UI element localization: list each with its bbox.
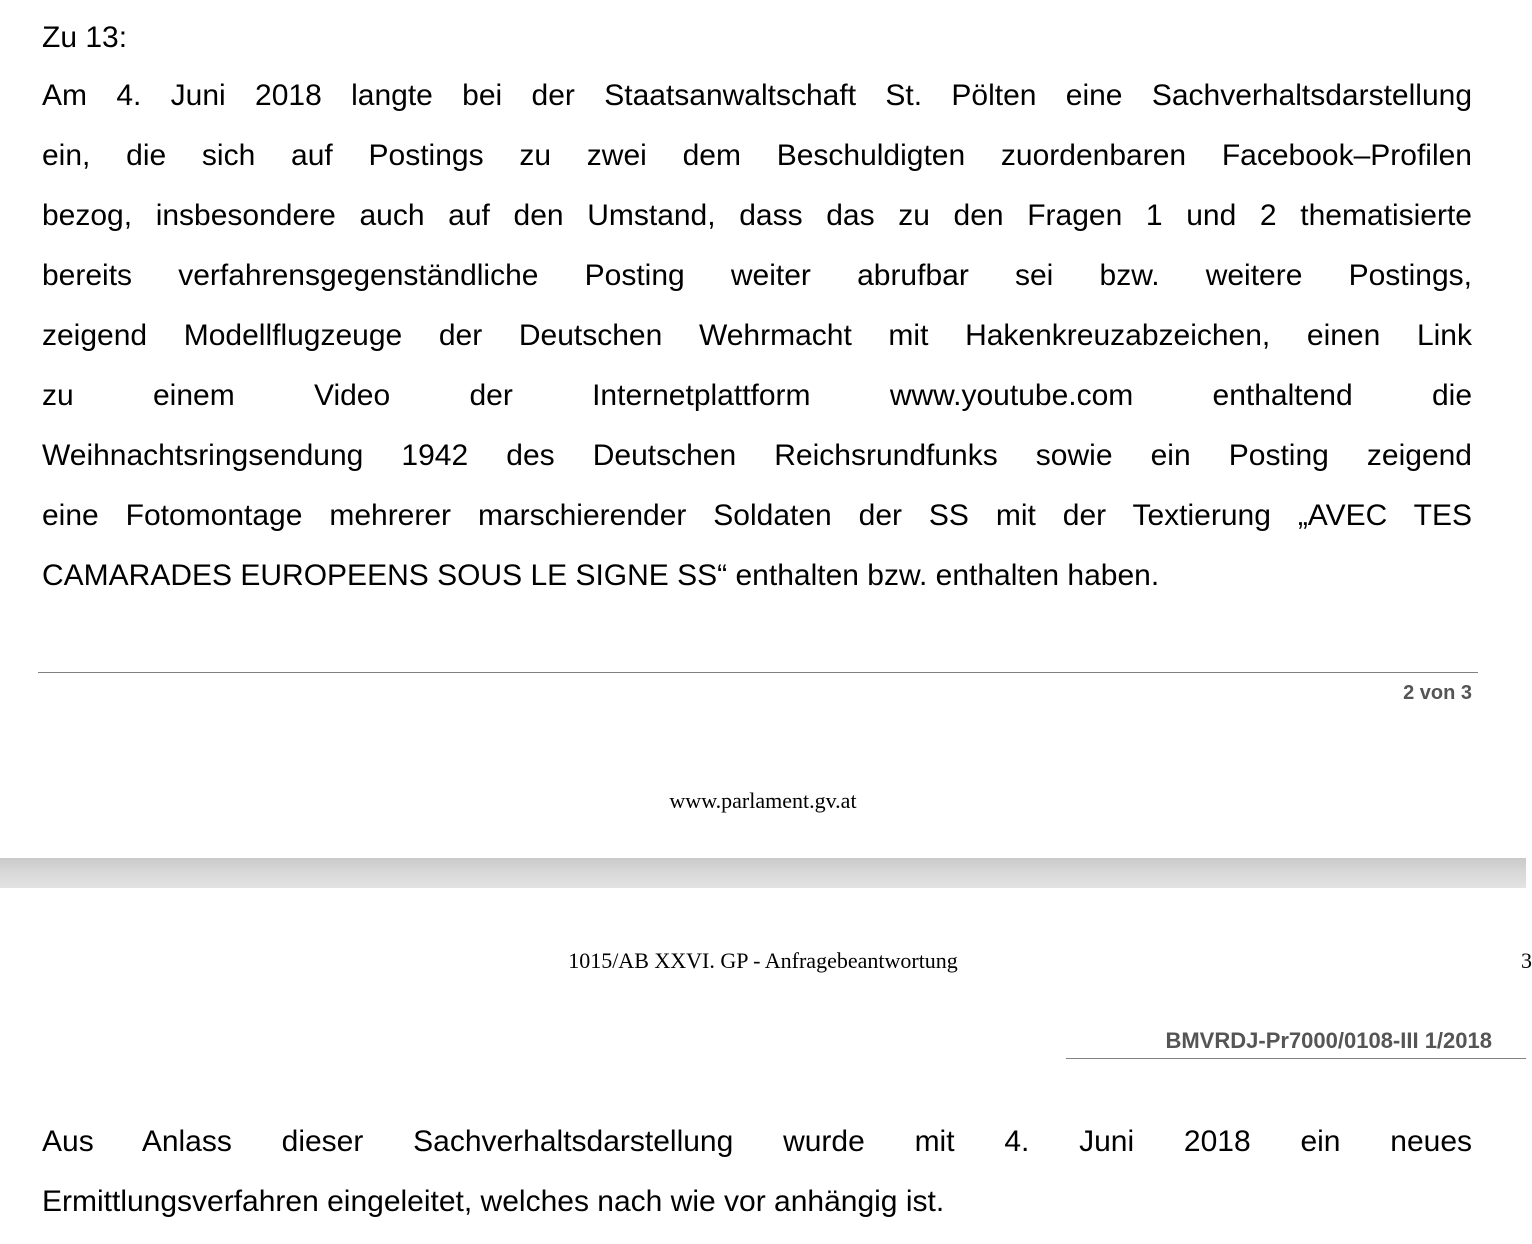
paragraph-line: ein, die sich auf Postings zu zwei dem Beschuldigten zuordenbaren Facebook–Profilen bbox=[42, 139, 1472, 172]
paragraph-line: zeigend Modellflugzeuge der Deutschen Wehrmacht mit Hakenkreuzabzeichen, einen Link bbox=[42, 319, 1472, 352]
reference-divider bbox=[1066, 1058, 1526, 1059]
page-gap bbox=[0, 858, 1526, 888]
paragraph-line: eine Fotomontage mehrerer marschierender Soldaten der SS mit der Textierung „AVEC TES bbox=[42, 499, 1472, 532]
header-page-number: 3 bbox=[1521, 948, 1532, 973]
body-paragraph-1 bbox=[42, 66, 1472, 606]
site-url-footer: www.parlament.gv.at bbox=[669, 788, 857, 813]
document-page-lower bbox=[0, 888, 1532, 1244]
paragraph-line: bereits verfahrensgegenständliche Posting weiter abrufbar sei bzw. weitere Postings, bbox=[42, 259, 1472, 292]
page-number: 2 von 3 bbox=[1403, 682, 1472, 704]
paragraph-line: Ermittlungsverfahren eingeleitet, welches nach wie vor anhängig ist. bbox=[42, 1185, 945, 1218]
reference-number: BMVRDJ-Pr7000/0108-III 1/2018 bbox=[1165, 1028, 1492, 1053]
paragraph-line: zu einem Video der Internetplattform www.youtube.com enthaltend die bbox=[42, 379, 1472, 412]
paragraph-line: CAMARADES EUROPEENS SOUS LE SIGNE SS“ enthalten bzw. enthalten haben. bbox=[42, 559, 1160, 592]
paragraph-line: Aus Anlass dieser Sachverhaltsdarstellung wurde mit 4. Juni 2018 ein neues bbox=[42, 1125, 1472, 1158]
paragraph-line: bezog, insbesondere auch auf den Umstand, dass das zu den Fragen 1 und 2 thematisierte bbox=[42, 199, 1472, 232]
paragraph-line: Weihnachtsringsendung 1942 des Deutschen Reichsrundfunks sowie ein Posting zeigend bbox=[42, 439, 1472, 472]
document-header: 1015/AB XXVI. GP - Anfragebeantwortung bbox=[568, 948, 958, 973]
footer-divider bbox=[38, 672, 1478, 673]
paragraph-line: Am 4. Juni 2018 langte bei der Staatsanwaltschaft St. Pölten eine Sachverhaltsdarstellung bbox=[42, 79, 1472, 112]
section-heading: Zu 13: bbox=[42, 21, 128, 54]
body-paragraph-2 bbox=[42, 1112, 1472, 1232]
